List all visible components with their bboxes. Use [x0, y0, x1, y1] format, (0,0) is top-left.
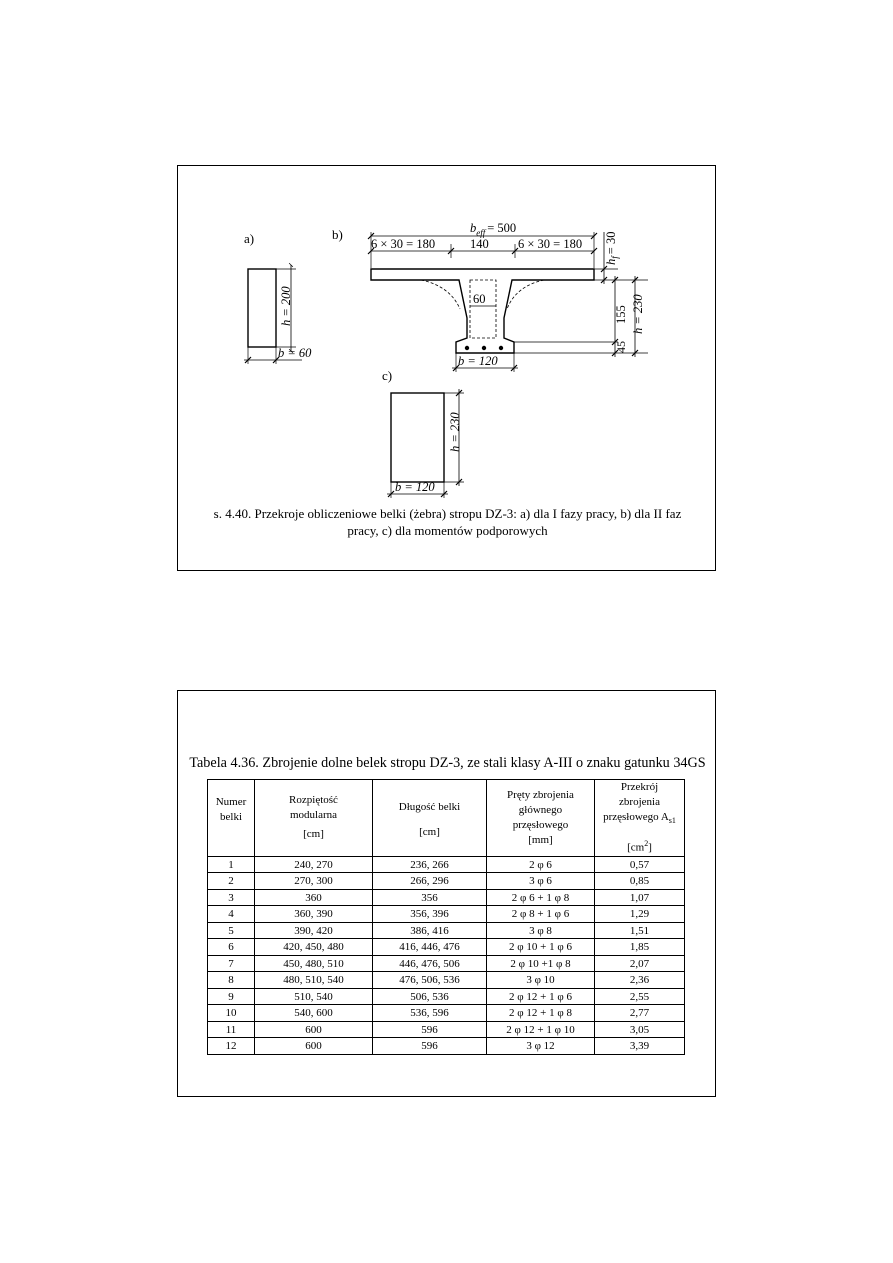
table-row: 3 360 356 2 φ 6 + 1 φ 8 1,07: [208, 889, 685, 906]
b-bottom-dim: b = 120: [458, 354, 498, 368]
c-width-dim: b = 120: [395, 480, 435, 494]
caption-line-2: pracy, c) dla momentów podporowych: [347, 523, 548, 538]
c-height-dim: h = 230: [448, 412, 462, 452]
figure-caption: [178, 505, 717, 539]
table-row: 5 390, 420 386, 416 3 φ 8 1,51: [208, 922, 685, 939]
table-row: 11 600 596 2 φ 12 + 1 φ 10 3,05: [208, 1021, 685, 1038]
table-body: [208, 856, 685, 1054]
table-header-row: [208, 780, 685, 857]
b-45-dim: 45: [614, 341, 628, 353]
right-haunch-dashed: [507, 280, 544, 309]
figure-box: [177, 165, 716, 571]
a-width-dim: b = 60: [278, 346, 312, 360]
reinforcement-table: [207, 779, 685, 1055]
table-row: 10 540, 600 536, 596 2 φ 12 + 1 φ 8 2,77: [208, 1005, 685, 1022]
table-row: 8 480, 510, 540 476, 506, 536 3 φ 10 2,36: [208, 972, 685, 989]
web-dashed-rect: [470, 280, 496, 338]
a-height-dim: h = 200: [279, 286, 293, 326]
header-bars: Pręty zbrojenia głównego przęsłowego [mm]: [487, 780, 595, 857]
table-row: 1 240, 270 236, 266 2 φ 6 0,57: [208, 856, 685, 873]
table-row: 2 270, 300 266, 296 3 φ 6 0,85: [208, 873, 685, 890]
label-b: b): [332, 227, 343, 242]
rebar-dot: [465, 346, 469, 350]
section-a-rect: [248, 269, 276, 347]
table-row: 9 510, 540 506, 536 2 φ 12 + 1 φ 6 2,55: [208, 988, 685, 1005]
header-length: Długość belki [cm]: [373, 780, 487, 857]
b-hf-dim: $h_f= 30$: [604, 231, 620, 265]
header-area: Przekrój zbrojenia przęsłowego $A_{s1}$ $[cm^2]$: [595, 780, 685, 857]
rebar-dot: [482, 346, 486, 350]
b-beff-dim: $b_{eff} = 500$: [470, 221, 517, 238]
b-h-total-dim: h = 230: [631, 294, 645, 334]
b-155-dim: 155: [614, 305, 628, 324]
t-section-outline: [371, 269, 594, 353]
table-box: [177, 690, 716, 1097]
b-right-seg-dim: 6 × 30 = 180: [518, 237, 583, 251]
table-row: 12 600 596 3 φ 12 3,39: [208, 1038, 685, 1055]
table-row: 4 360, 390 356, 396 2 φ 8 + 1 φ 6 1,29: [208, 906, 685, 923]
b-left-seg-dim: 6 × 30 = 180: [371, 237, 436, 251]
label-a: a): [244, 231, 255, 246]
table-row: 6 420, 450, 480 416, 446, 476 2 φ 10 + 1 φ 6 1,85: [208, 939, 685, 956]
header-span: Rozpiętość modularna [cm]: [255, 780, 373, 857]
b-mid-seg-dim: 140: [470, 237, 489, 251]
left-haunch-dashed: [421, 280, 460, 309]
table-title: Tabela 4.36. Zbrojenie dolne belek stropu DZ-3, ze stali klasy A-III o znaku gatunku 34GS: [189, 755, 706, 771]
rebar-dot: [499, 346, 503, 350]
label-c: c): [382, 368, 393, 383]
header-number: Numer belki: [208, 780, 255, 857]
section-c-rect: [391, 393, 444, 482]
table-row: 7 450, 480, 510 446, 476, 506 2 φ 10 +1 φ 8 2,07: [208, 955, 685, 972]
caption-line-1: s. 4.40. Przekroje obliczeniowe belki (żebra) stropu DZ-3: a) dla I fazy pracy, b) dla II faz: [213, 506, 682, 521]
b-web-dim: 60: [473, 292, 486, 306]
